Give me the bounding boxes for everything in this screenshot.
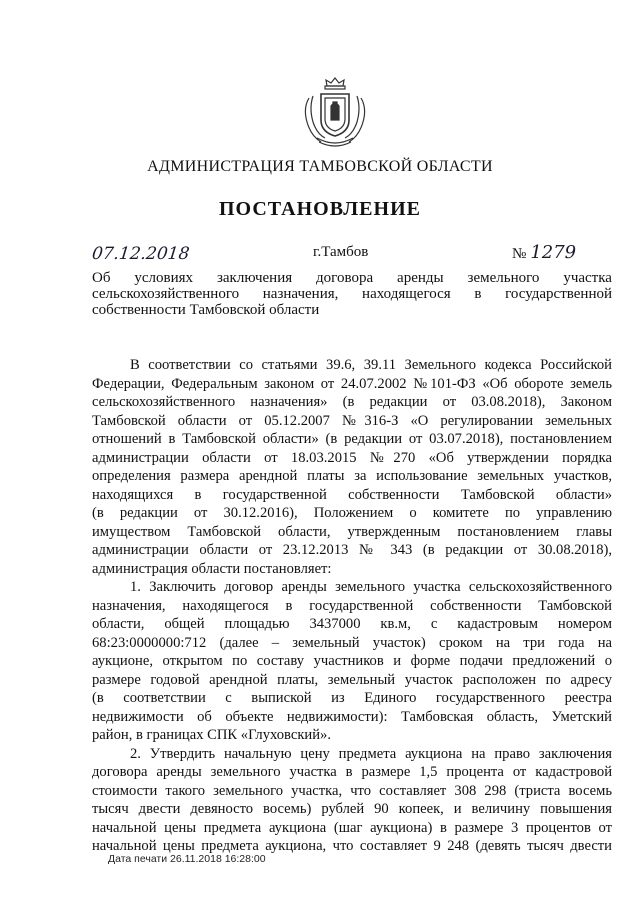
body-line: администрация области постановляет: — [92, 560, 332, 577]
subject-word: сельскохозяйственного — [92, 286, 240, 302]
body-line: отношений в Тамбовской области» (в редакции от 03.07.2018), постановлением — [92, 431, 612, 447]
subject-line-3: собственности Тамбовской области — [92, 302, 320, 318]
subject-word: в — [474, 286, 482, 302]
subject-word: государственной — [505, 286, 612, 302]
body-line: Федерации, Федеральным законом от 24.07.2002 №101-ФЗ «Об обороте земель — [92, 375, 612, 392]
print-date-footer: Дата печати 26.11.2018 16:28:00 — [108, 853, 266, 865]
body-line: аукционе, открытом по составу участников и форме подачи предложений о — [92, 653, 612, 669]
body-line: имуществом Тамбовской области, утвержденным постановлением главы — [92, 523, 612, 540]
subject-line-1 — [92, 270, 612, 286]
subject-word: заключения — [216, 270, 293, 286]
body-line: администрации области от 18.03.2015 №270 «Об утверждении порядка — [92, 449, 612, 466]
body-line: начальной цены предмета аукциона (шаг аукциона) в размере 3 процентов от — [92, 819, 612, 836]
subject-word: земельного — [467, 270, 540, 286]
body-line: 1. Заключить договор аренды земельного участка сельскохозяйственного — [130, 579, 612, 595]
subject-word: условиях — [134, 270, 194, 286]
body-line: договора аренды земельного участка в размере 1,5 процента от кадастровой — [92, 764, 612, 780]
body-line: начальной цены предмета аукциона, что составляет 9 248 (девять тысяч двести — [92, 838, 612, 854]
body-line: 2. Утвердить начальную цену предмета аукциона на право заключения — [130, 745, 612, 762]
coat-of-arms-emblem — [295, 72, 375, 152]
subject-word: назначения, — [262, 286, 339, 302]
subject-word: находящегося — [362, 286, 451, 302]
document-number — [512, 242, 576, 263]
body-line: определения размера арендной платы за использование земельных участков, — [92, 468, 612, 484]
body-line: размере годовой арендной платы, земельный участок расположен по адресу — [92, 671, 612, 688]
body-line: недвижимости об объекте недвижимости): Тамбовская область, Уметский — [92, 708, 612, 725]
subject-word: Об — [92, 270, 111, 286]
body-line: В соответствии со статьями 39.6, 39.11 Земельного кодекса Российской — [130, 357, 612, 373]
handwritten-number: 1279 — [530, 242, 577, 263]
body-line: области, общей площадью 3437000 кв.м, с кадастровым номером — [92, 616, 612, 632]
body-line: район, в границах СПК «Глуховский». — [92, 727, 331, 743]
subject-word: участка — [563, 270, 612, 286]
subject-line-2 — [92, 286, 612, 302]
handwritten-date: 07.12.2018 — [90, 244, 191, 264]
body-line: 68:23:0000000:712 (далее – земельный участок) сроком на три года на — [92, 634, 612, 651]
number-prefix: № — [512, 246, 527, 262]
subject-word: аренды — [397, 270, 444, 286]
body-line: тысяч двести девяносто восемь) рублей 90 копеек, и величину повышения — [92, 801, 612, 817]
body-line: сельскохозяйственного назначения» (в редакции от 03.08.2018), Законом — [92, 394, 612, 410]
city-label: г.Тамбов — [313, 244, 369, 260]
subject-word: договора — [316, 270, 374, 286]
body-line: назначения, находящегося в государственной собственности Тамбовской — [92, 597, 612, 614]
document-body — [92, 356, 612, 856]
body-line: стоимости такого земельного участка, что составляет 308 298 (триста восемь — [92, 782, 612, 799]
body-line: Тамбовской области от 05.12.2007 №316-З «О регулировании земельных — [92, 412, 612, 429]
body-line: находящихся в государственной собственности Тамбовской области» — [92, 486, 612, 503]
document-subject — [92, 270, 612, 318]
body-line: администрации области от 23.12.2013 № 343 (в редакции от 30.08.2018), — [92, 542, 612, 558]
body-line: (в соответствии с выпиской из Единого государственного реестра — [92, 690, 612, 706]
body-line: (в редакции от 30.12.2016), Положением о комитете по управлению — [92, 505, 612, 521]
organization-title: АДМИНИСТРАЦИЯ ТАМБОВСКОЙ ОБЛАСТИ — [147, 158, 493, 175]
document-type-heading: ПОСТАНОВЛЕНИЕ — [219, 198, 421, 220]
